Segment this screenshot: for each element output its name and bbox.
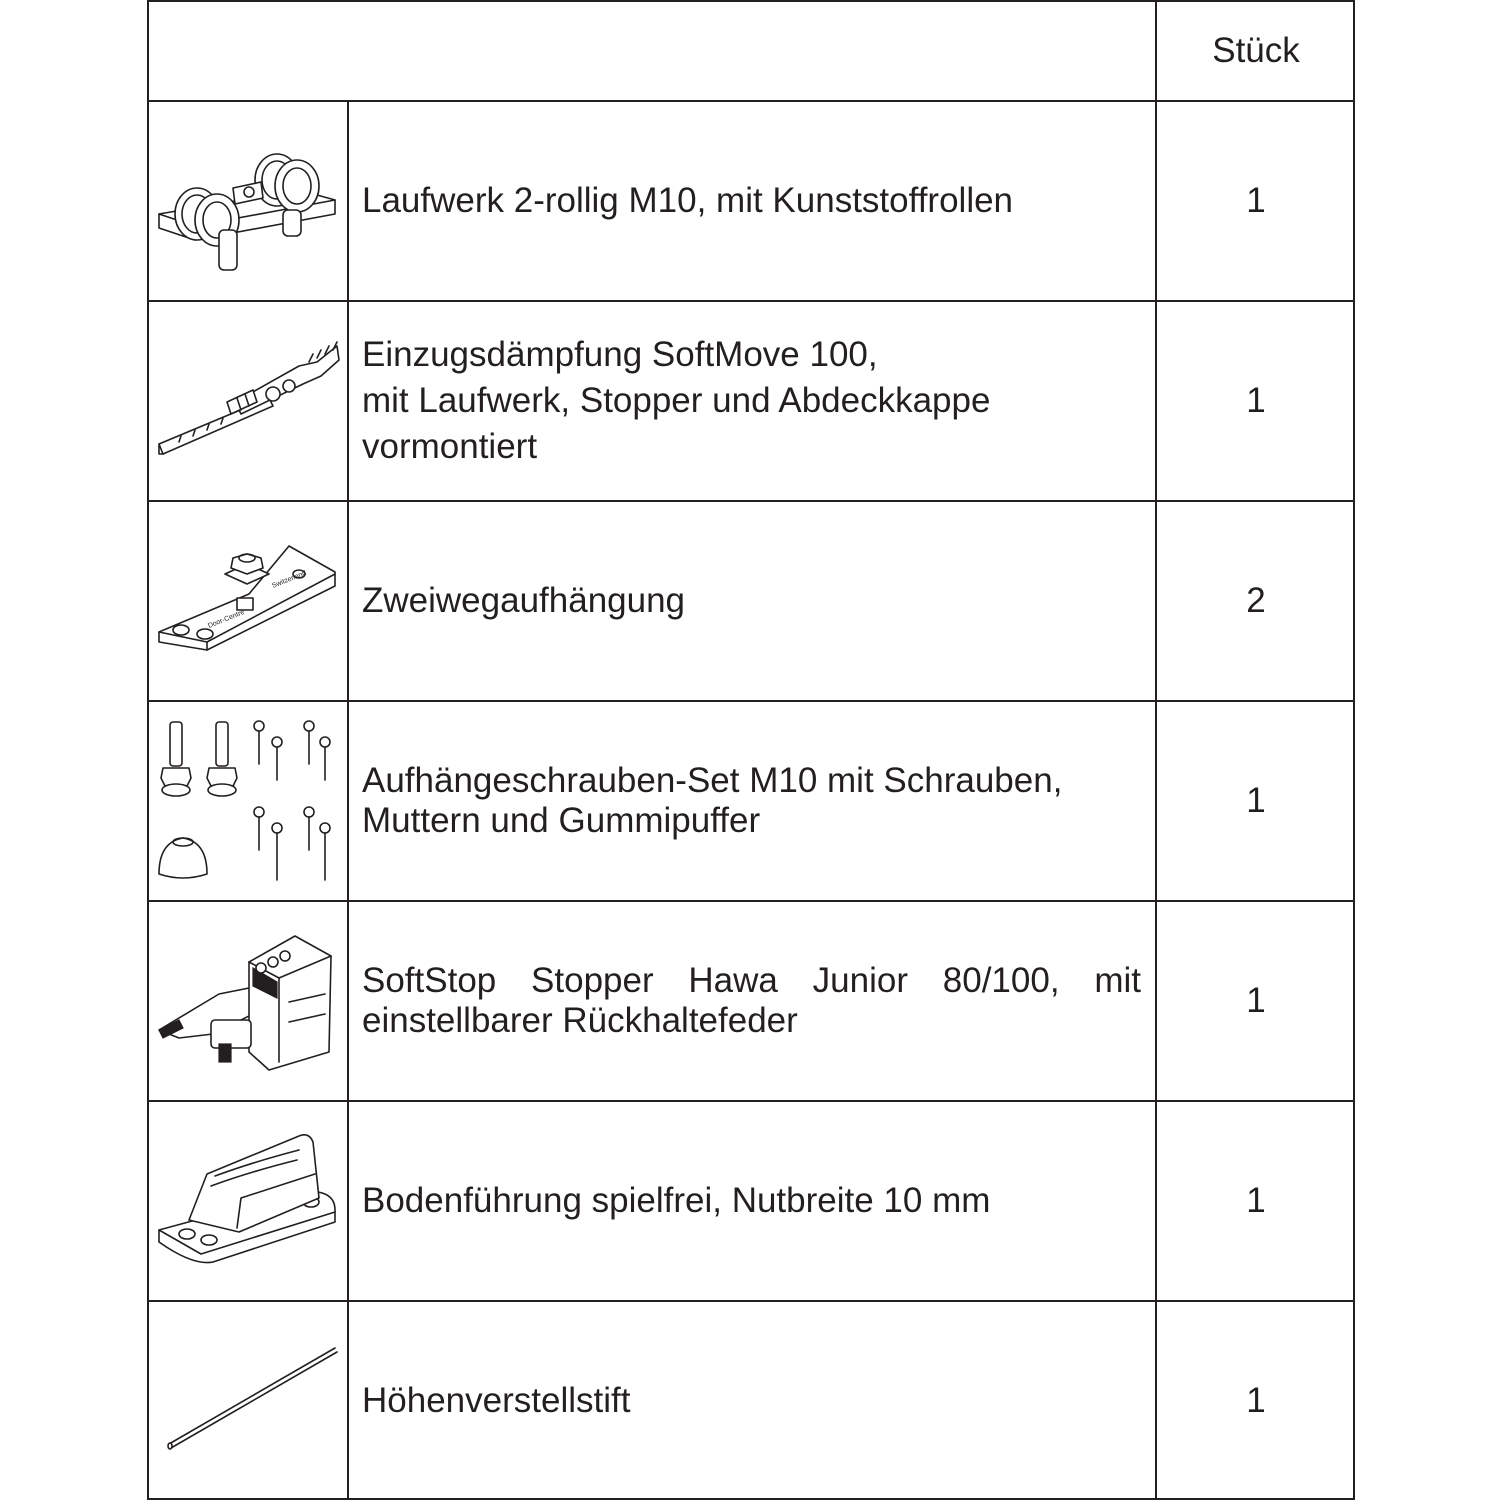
- description-line: Bodenführung spielfrei, Nutbreite 10 mm: [362, 1181, 991, 1220]
- description-line: vormontiert: [362, 427, 538, 466]
- table-row: [149, 302, 1353, 502]
- description-line: Muttern und Gummipuffer: [362, 801, 761, 840]
- description-line: Höhenverstellstift: [362, 1381, 631, 1420]
- description-line: Zweiwegaufhängung: [362, 581, 686, 620]
- svg-text:Switzerland: Switzerland: [271, 569, 308, 590]
- item-description: [349, 102, 1155, 300]
- parts-list-table: [147, 0, 1355, 1500]
- floor-guide-icon: [149, 1102, 349, 1300]
- table-row: [149, 902, 1353, 1102]
- item-description: [349, 1102, 1155, 1300]
- svg-text:Door-Centre: Door-Centre: [207, 608, 246, 630]
- table-row: [149, 502, 1353, 702]
- description-line: Einzugsdämpfung SoftMove 100,: [362, 335, 878, 374]
- item-quantity: 1: [1155, 302, 1355, 500]
- item-description: [349, 502, 1155, 700]
- two-way-suspension-icon: [149, 502, 349, 700]
- description-line: SoftStop Stopper Hawa Junior 80/100, mit: [362, 961, 1141, 1000]
- item-description: [349, 302, 1155, 500]
- softstop-stopper-icon: [149, 902, 349, 1100]
- description-line: mit Laufwerk, Stopper und Abdeckkappe: [362, 381, 991, 420]
- description-line: Aufhängeschrauben-Set M10 mit Schrauben,: [362, 761, 1063, 800]
- screw-set-icon: [149, 702, 349, 900]
- item-quantity: 1: [1155, 1102, 1355, 1300]
- table-row: [149, 702, 1353, 902]
- quantity-column-header: Stück: [1155, 2, 1355, 100]
- item-quantity: 1: [1155, 1302, 1355, 1500]
- item-description: [349, 702, 1155, 900]
- item-quantity: 1: [1155, 902, 1355, 1100]
- height-adjust-pin-icon: [149, 1302, 349, 1500]
- item-description: [349, 1302, 1155, 1500]
- item-description: [349, 902, 1155, 1100]
- description-line: einstellbarer Rückhaltefeder: [362, 1001, 798, 1040]
- soft-move-damper-icon: [149, 302, 349, 500]
- table-row: [149, 1302, 1353, 1502]
- item-quantity: 1: [1155, 102, 1355, 300]
- item-quantity: 2: [1155, 502, 1355, 700]
- table-header-row: [149, 2, 1353, 102]
- item-quantity: 1: [1155, 702, 1355, 900]
- roller-carriage-icon: [149, 102, 349, 300]
- table-row: [149, 102, 1353, 302]
- table-row: [149, 1102, 1353, 1302]
- description-line: Laufwerk 2-rollig M10, mit Kunststoffrollen: [362, 181, 1014, 220]
